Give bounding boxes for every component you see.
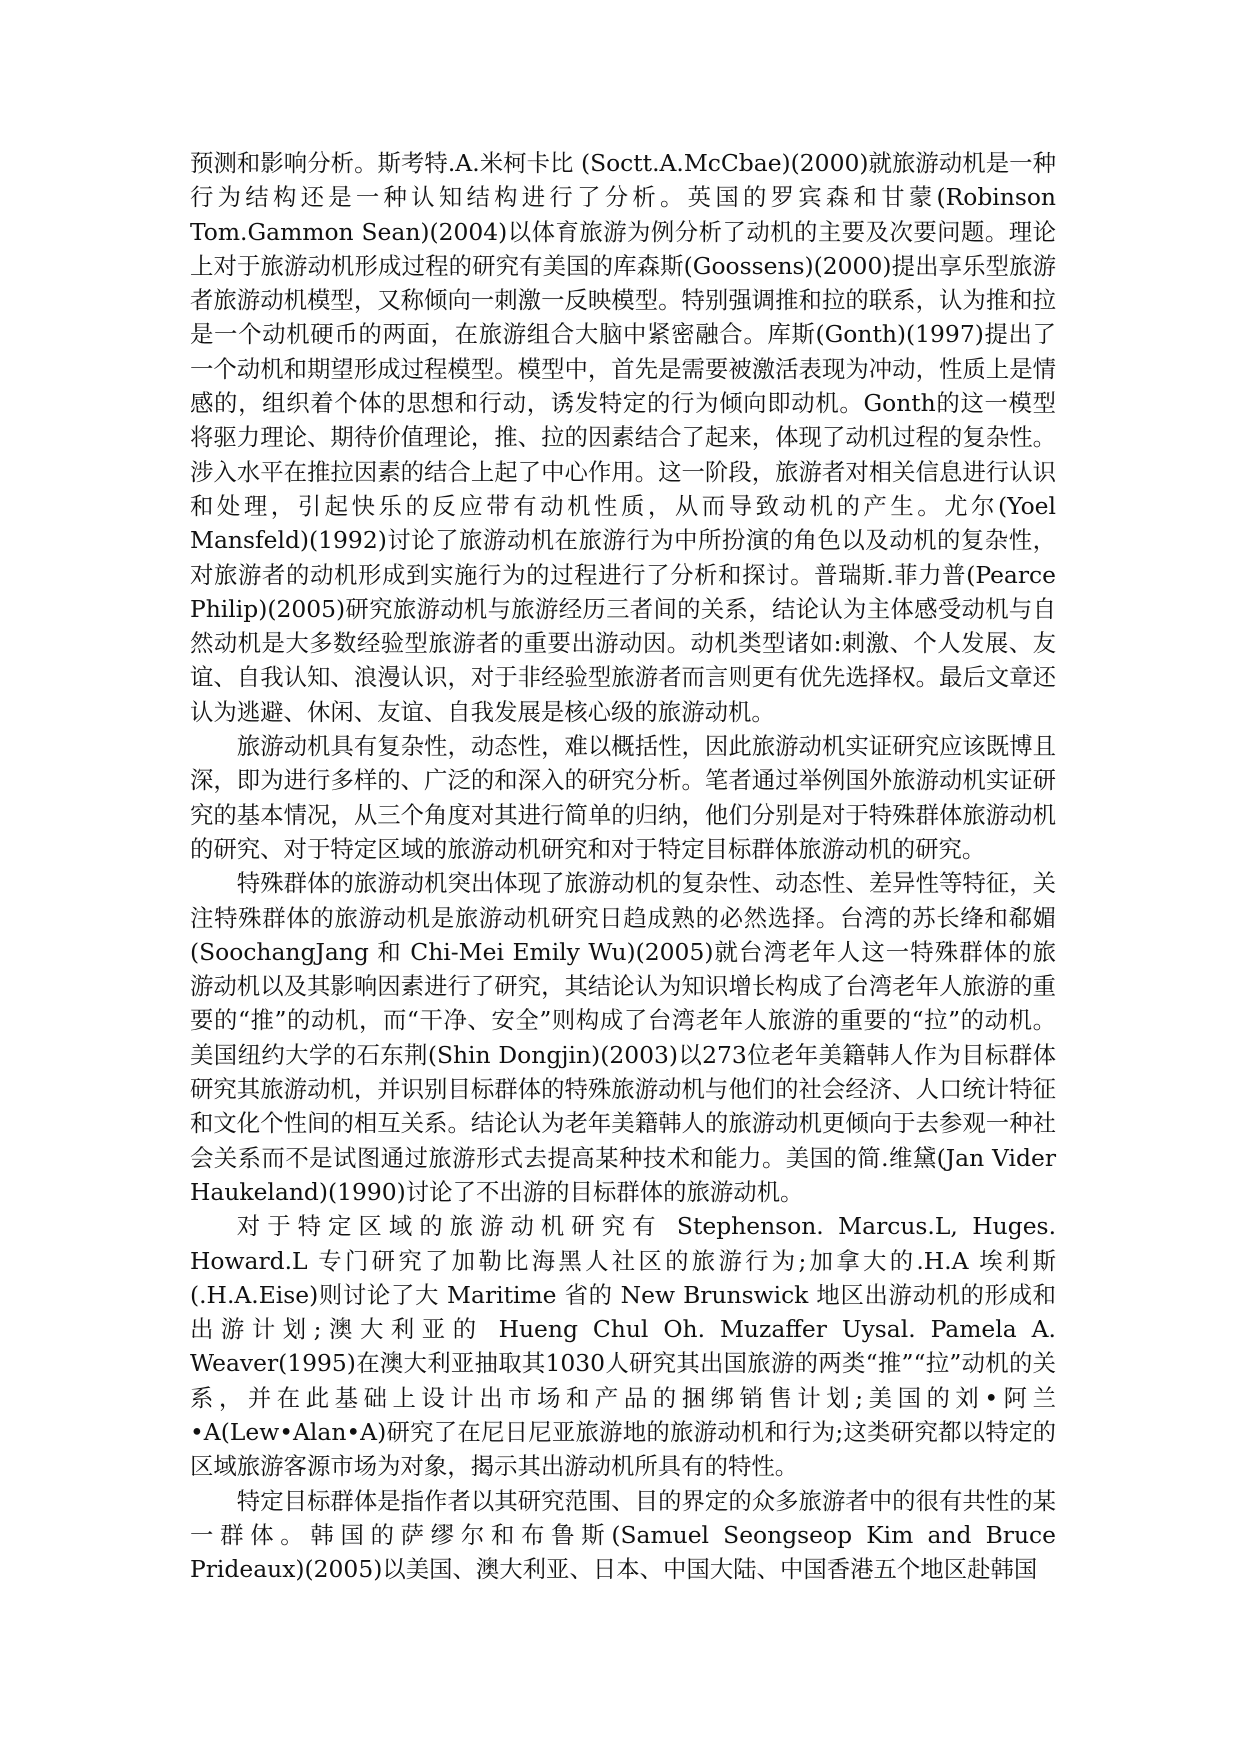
paragraph-4: 对于特定区域的旅游动机研究有 Stephenson. Marcus.L, Huges. Howard.L 专门研究了加勒比海黑人社区的旅游行为;加拿大的.H.A 埃利斯(.H.A.Eise)则讨论了大 Maritime 省的 New Brunswick 地区出游动机的形成和出游计划;澳大利亚的 Hueng Chul Oh. Muzaffer Uysal. Pamela A. Weaver(1995)在澳大利亚抽取其1030人研究其出国旅游的两类“推”“拉”动机的关系，并在此基础上设计出市场和产品的捆绑销售计划;美国的刘•阿兰•A(Lew•Alan•A)研究了在尼日尼亚旅游地的旅游动机和行为;这类研究都以特定的区域旅游客源市场为对象，揭示其出游动机所具有的特性。 <box>190 1212 1056 1481</box>
paragraph-1: 预测和影响分析。斯考特.A.米柯卡比 (Soctt.A.McCbae)(2000)就旅游动机是一种行为结构还是一种认知结构进行了分析。英国的罗宾森和甘蒙(Robinson Tom.Gammon Sean)(2004)以体育旅游为例分析了动机的主要及次要问题。理论上对于旅游动机形成过程的研究有美国的库森斯(Goossens)(2000)提出享乐型旅游者旅游动机模型，又称倾向一刺激一反映模型。特别强调推和拉的联系，认为推和拉是一个动机硬币的两面，在旅游组合大脑中紧密融合。库斯(Gonth)(1997)提出了一个动机和期望形成过程模型。模型中，首先是需要被激活表现为冲动，性质上是情感的，组织着个体的思想和行动，诱发特定的行为倾向即动机。Gonth的这一模型将驱力理论、期待价值理论，推、拉的因素结合了起来，体现了动机过程的复杂性。涉入水平在推拉因素的结合上起了中心作用。这一阶段，旅游者对相关信息进行认识和处理，引起快乐的反应带有动机性质，从而导致动机的产生。尤尔(Yoel Mansfeld)(1992)讨论了旅游动机在旅游行为中所扮演的角色以及动机的复杂性，对旅游者的动机形成到实施行为的过程进行了分析和探讨。普瑞斯.菲力普(Pearce Philip)(2005)研究旅游动机与旅游经历三者间的关系，结论认为主体感受动机与自然动机是大多数经验型旅游者的重要出游动因。动机类型诸如:刺激、个人发展、友谊、自我认知、浪漫认识，对于非经验型旅游者而言则更有优先选择权。最后文章还认为逃避、休闲、友谊、自我发展是核心级的旅游动机。 <box>190 149 1056 726</box>
paragraph-5: 特定目标群体是指作者以其研究范围、目的界定的众多旅游者中的很有共性的某一群体。韩国的萨缪尔和布鲁斯(Samuel Seongseop Kim and Bruce Prideaux)(2005)以美国、澳大利亚、日本、中国大陆、中国香港五个地区赴韩国 <box>190 1486 1056 1584</box>
paragraph-3: 特殊群体的旅游动机突出体现了旅游动机的复杂性、动态性、差异性等特征，关注特殊群体的旅游动机是旅游动机研究日趋成熟的必然选择。台湾的苏长绛和郗媚(SoochangJang 和 Chi-Mei Emily Wu)(2005)就台湾老年人这一特殊群体的旅游动机以及其影响因素进行了研究，其结论认为知识增长构成了台湾老年人旅游的重要的“推”的动机，而“干净、安全”则构成了台湾老年人旅游的重要的“拉”的动机。美国纽约大学的石东荆(Shin Dongjin)(2003)以273位老年美籍韩人作为目标群体研究其旅游动机，并识别目标群体的特殊旅游动机与他们的社会经济、人口统计特征和文化个性间的相互关系。结论认为老年美籍韩人的旅游动机更倾向于去参观一种社会关系而不是试图通过旅游形式去提高某种技术和能力。美国的简.维黛(Jan Vider Haukeland)(1990)讨论了不出游的目标群体的旅游动机。 <box>190 869 1056 1206</box>
document-body <box>190 146 1056 1586</box>
paragraph-2: 旅游动机具有复杂性，动态性，难以概括性，因此旅游动机实证研究应该既博且深，即为进行多样的、广泛的和深入的研究分析。笔者通过举例国外旅游动机实证研究的基本情况，从三个角度对其进行简单的归纳，他们分别是对于特殊群体旅游动机的研究、对于特定区域的旅游动机研究和对于特定目标群体旅游动机的研究。 <box>190 732 1056 863</box>
